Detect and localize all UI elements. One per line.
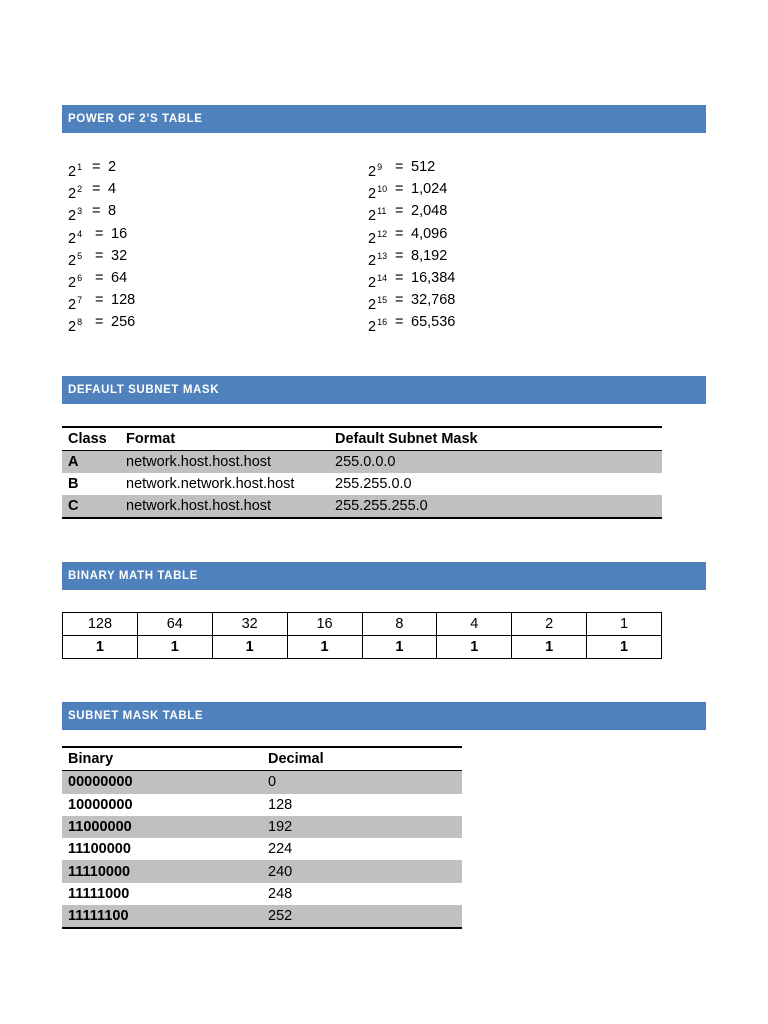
table-row — [62, 473, 662, 495]
table-row — [62, 883, 462, 905]
binary-math-table — [62, 612, 662, 659]
equals-sign: = — [95, 247, 104, 264]
equals-sign: = — [395, 247, 404, 264]
power-value: 4,096 — [411, 225, 448, 242]
power-exponent: 6 — [77, 272, 83, 283]
power-exponent: 13 — [377, 250, 388, 261]
place-value-row — [63, 613, 662, 636]
mask-cell: 255.0.0.0 — [335, 454, 396, 470]
bit-cell: 1 — [63, 636, 138, 659]
equals-sign: = — [95, 269, 104, 286]
bit-cell: 1 — [212, 636, 287, 659]
power-value: 8 — [108, 203, 117, 220]
power-base: 2 — [368, 297, 377, 314]
power-row — [68, 289, 328, 314]
power-row — [368, 200, 628, 225]
column-header: Decimal — [268, 751, 324, 768]
power-value: 2,048 — [411, 203, 448, 220]
power-value: 16,384 — [411, 269, 456, 286]
equals-sign: = — [95, 225, 104, 242]
power-value: 1,024 — [411, 181, 448, 198]
section-header-subnet-mask-table: SUBNET MASK TABLE — [62, 702, 706, 730]
power-row — [68, 156, 328, 178]
place-value-cell: 8 — [362, 613, 437, 636]
bit-cell: 1 — [512, 636, 587, 659]
equals-sign: = — [92, 181, 101, 198]
equals-sign: = — [395, 314, 404, 331]
binary-cell: 11000000 — [68, 819, 132, 836]
equals-sign: = — [92, 159, 101, 175]
column-header: Default Subnet Mask — [335, 431, 478, 447]
power-row — [368, 223, 628, 245]
binary-cell: 11100000 — [68, 841, 131, 858]
binary-cell: 11111100 — [68, 908, 129, 925]
binary-cell: 10000000 — [68, 796, 133, 813]
power-base: 2 — [68, 252, 77, 269]
power-row — [368, 156, 628, 178]
power-base: 2 — [68, 297, 77, 314]
power-base: 2 — [68, 274, 77, 291]
power-row — [368, 267, 628, 289]
power-row — [368, 311, 628, 336]
power-value: 16 — [111, 225, 128, 242]
binary-cell: 11111000 — [68, 885, 130, 902]
power-exponent: 8 — [77, 317, 83, 328]
decimal-cell: 128 — [268, 796, 293, 813]
power-exponent: 12 — [377, 228, 388, 239]
table-row — [62, 905, 462, 928]
bit-cell: 1 — [362, 636, 437, 659]
power-value: 256 — [111, 314, 136, 331]
subnet-mask-table — [62, 746, 462, 929]
power-base: 2 — [368, 274, 377, 291]
power-value: 64 — [111, 269, 128, 286]
format-cell: network.host.host.host — [126, 454, 272, 470]
equals-sign: = — [395, 269, 404, 286]
table-row — [62, 771, 462, 794]
mask-cell: 255.255.255.0 — [335, 498, 428, 514]
section-header-powers: POWER OF 2’S TABLE — [62, 105, 706, 133]
power-exponent: 14 — [377, 272, 388, 283]
decimal-cell: 192 — [268, 819, 293, 836]
place-value-cell: 4 — [437, 613, 512, 636]
place-value-cell: 32 — [212, 613, 287, 636]
power-exponent: 5 — [77, 250, 83, 261]
power-expression — [68, 311, 82, 338]
power-exponent: 9 — [377, 162, 383, 172]
power-value: 4 — [108, 181, 117, 198]
equals-sign: = — [95, 292, 104, 309]
power-row — [368, 178, 628, 203]
power-value: 128 — [111, 292, 136, 309]
mask-cell: 255.255.0.0 — [335, 476, 412, 492]
binary-cell: 11110000 — [68, 863, 131, 880]
place-value-cell: 16 — [287, 613, 362, 636]
power-value: 2 — [108, 159, 117, 175]
power-row — [368, 245, 628, 267]
power-row — [368, 289, 628, 314]
power-base: 2 — [368, 208, 377, 225]
equals-sign: = — [92, 203, 101, 220]
power-exponent: 15 — [377, 295, 388, 306]
power-base: 2 — [68, 230, 77, 247]
section-header-binary-math: BINARY MATH TABLE — [62, 562, 706, 590]
power-row — [68, 223, 328, 245]
column-header: Format — [126, 431, 176, 447]
power-exponent: 10 — [377, 184, 388, 195]
decimal-cell: 248 — [268, 885, 293, 902]
power-value: 32 — [111, 247, 128, 264]
table-row — [62, 451, 662, 474]
power-base: 2 — [68, 164, 77, 180]
format-cell: network.host.host.host — [126, 498, 272, 514]
format-cell: network.network.host.host — [126, 476, 295, 492]
power-exponent: 11 — [377, 206, 387, 217]
decimal-cell: 224 — [268, 841, 293, 858]
power-exponent: 1 — [77, 162, 83, 172]
power-exponent: 3 — [77, 206, 83, 217]
power-exponent: 4 — [77, 228, 83, 239]
equals-sign: = — [95, 314, 104, 331]
bit-cell: 1 — [437, 636, 512, 659]
decimal-cell: 0 — [268, 774, 277, 791]
power-base: 2 — [368, 230, 377, 247]
power-row — [68, 311, 328, 336]
power-base: 2 — [368, 164, 377, 180]
power-row — [68, 245, 328, 267]
decimal-cell: 240 — [268, 863, 293, 880]
section-header-default-subnet-mask: DEFAULT SUBNET MASK — [62, 376, 706, 404]
place-value-cell: 1 — [587, 613, 662, 636]
place-value-cell: 128 — [63, 613, 138, 636]
bit-row — [63, 636, 662, 659]
powers-column-right — [368, 156, 628, 334]
place-value-cell: 64 — [137, 613, 212, 636]
power-base: 2 — [368, 252, 377, 269]
equals-sign: = — [395, 159, 404, 175]
default-subnet-mask-table — [62, 426, 662, 519]
power-base: 2 — [368, 319, 377, 336]
equals-sign: = — [395, 181, 404, 198]
powers-column-left — [68, 156, 328, 334]
bit-cell: 1 — [287, 636, 362, 659]
decimal-cell: 252 — [268, 908, 293, 925]
table-row — [62, 495, 662, 518]
equals-sign: = — [395, 225, 404, 242]
power-value: 8,192 — [411, 247, 448, 264]
class-cell: B — [68, 476, 79, 492]
power-base: 2 — [68, 186, 77, 203]
power-exponent: 7 — [77, 295, 83, 306]
bit-cell: 1 — [137, 636, 212, 659]
column-header: Class — [68, 431, 107, 447]
power-exponent: 16 — [377, 317, 388, 328]
class-cell: A — [68, 454, 79, 470]
column-header: Binary — [68, 751, 114, 768]
power-exponent: 2 — [77, 184, 83, 195]
table-row — [62, 838, 462, 860]
power-value: 512 — [411, 159, 436, 175]
power-value: 32,768 — [411, 292, 456, 309]
power-base: 2 — [68, 208, 77, 225]
table-row — [62, 860, 462, 882]
table-header-row — [62, 427, 662, 451]
power-base: 2 — [368, 186, 377, 203]
bit-cell: 1 — [587, 636, 662, 659]
equals-sign: = — [395, 292, 404, 309]
power-row — [68, 267, 328, 289]
place-value-cell: 2 — [512, 613, 587, 636]
table-row — [62, 794, 462, 816]
binary-cell: 00000000 — [68, 774, 133, 791]
table-header-row — [62, 747, 462, 771]
class-cell: C — [68, 498, 79, 514]
power-row — [68, 200, 328, 225]
power-row — [68, 178, 328, 203]
table-row — [62, 816, 462, 838]
power-base: 2 — [68, 319, 77, 336]
power-value: 65,536 — [411, 314, 456, 331]
power-expression — [368, 311, 387, 338]
equals-sign: = — [395, 203, 404, 220]
